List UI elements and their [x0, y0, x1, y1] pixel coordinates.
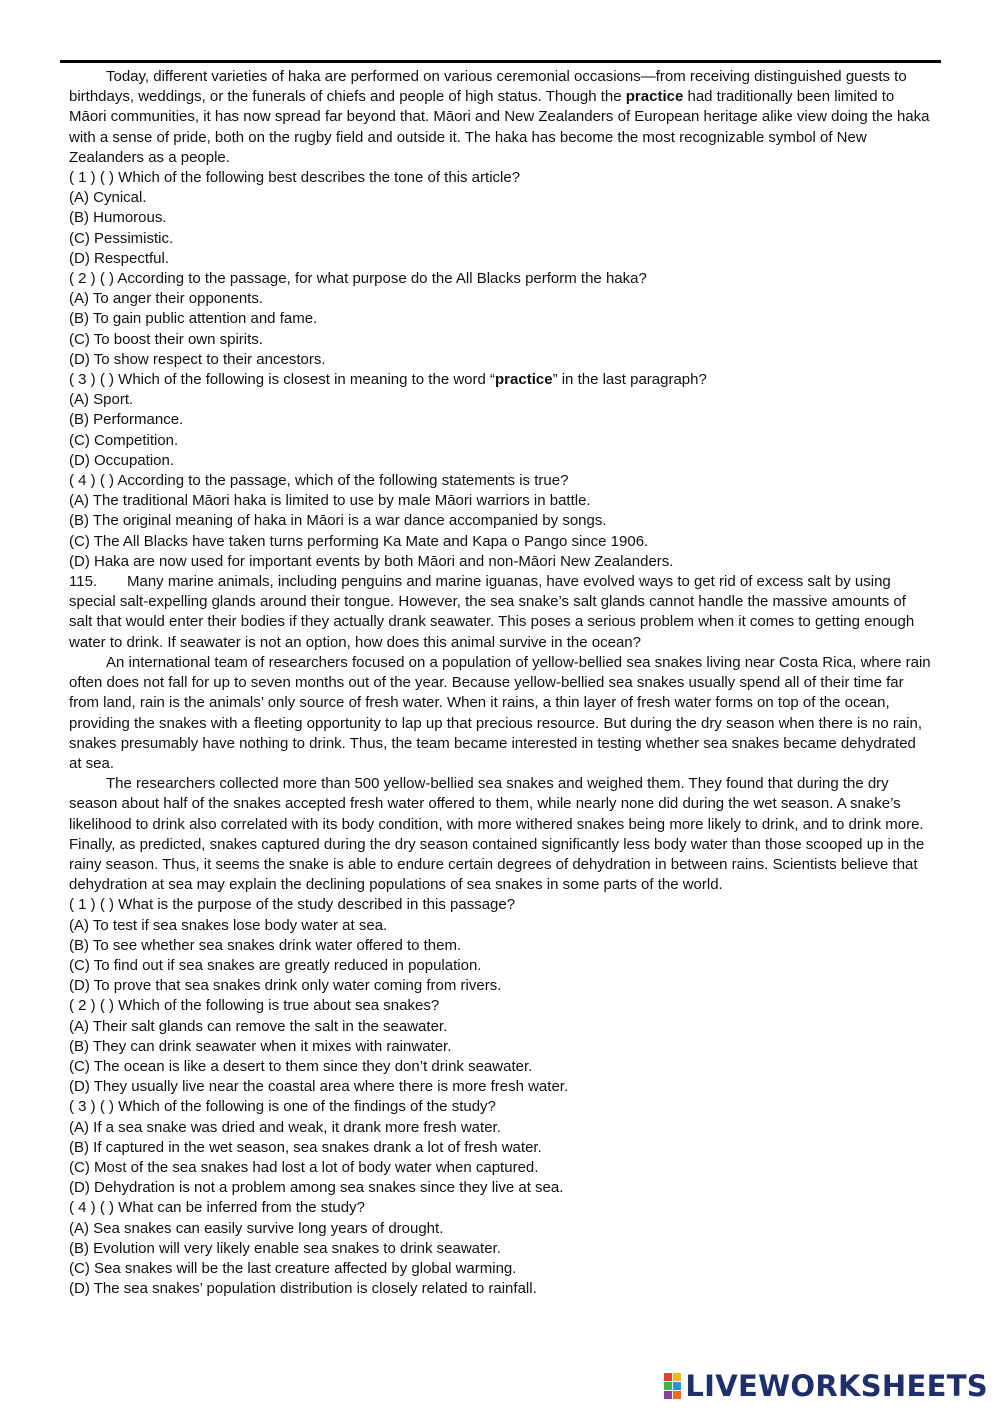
answer-option: (A) Cynical.	[69, 189, 147, 207]
answer-option: (C) Most of the sea snakes had lost a lot of body water when captured.	[69, 1158, 539, 1176]
answer-option: (C) Pessimistic.	[69, 229, 174, 247]
answer-option: (D) To prove that sea snakes drink only water coming from rivers.	[69, 977, 502, 995]
logo-block	[673, 1373, 681, 1381]
answer-option: (C) To find out if sea snakes are greatly reduced in population.	[69, 956, 482, 974]
question-stem-b: ” in the last paragraph?	[552, 371, 707, 389]
question-stem: ( 2 ) ( ) According to the passage, for what purpose do the All Blacks perform the haka?	[69, 270, 647, 288]
logo-block	[673, 1382, 681, 1390]
answer-option: (B) The original meaning of haka in Māori is a war dance accompanied by songs.	[69, 512, 607, 530]
question-stem	[69, 370, 931, 390]
passage2-text-1: Many marine animals, including penguins and marine iguanas, have evolved ways to get rid of excess salt by using special salt-expelling glands around their tongue. However, the sea snake’s salt glands cannot handle the massive amounts of salt that would enter their bodies if they actually drank seawater. This poses a serious problem when it comes to getting enough water to drink. If seawater is not an option, how does this animal survive in the ocean?	[69, 573, 915, 651]
logo-mark-icon	[664, 1373, 681, 1399]
keyword-practice: practice	[625, 88, 684, 106]
question-stem: ( 2 ) ( ) Which of the following is true about sea snakes?	[69, 997, 440, 1015]
question-stem: ( 1 ) ( ) What is the purpose of the study described in this passage?	[69, 896, 516, 914]
passage2-paragraph-2: An international team of researchers focused on a population of yellow-bellied sea snakes living near Costa Rica, where rain often does not fall for up to seven months out of the year. Because yellow-bellied sea snakes usually spend all of their time far from land, rain is the animals’ only source of fresh water. When it rains, a thin layer of fresh water forms on top of the ocean, providing the snakes with a fleeting opportunity to lap up that precious resource. But during the dry season when there is no rain, snakes presumably have nothing to drink. Thus, the team became interested in testing whether sea snakes became dehydrated at sea.	[69, 653, 931, 772]
answer-option: (C) The ocean is like a desert to them since they don’t drink seawater.	[69, 1057, 533, 1075]
answer-option: (D) They usually live near the coastal area where there is more fresh water.	[69, 1078, 569, 1096]
logo-text: LIVEWORKSHEETS	[685, 1369, 988, 1403]
answer-option: (D) Dehydration is not a problem among sea snakes since they live at sea.	[69, 1179, 564, 1197]
answer-option: (D) Occupation.	[69, 451, 175, 469]
answer-option: (A) Sea snakes can easily survive long years of drought.	[69, 1219, 444, 1237]
answer-option: (C) Competition.	[69, 431, 179, 449]
question-group-2	[69, 895, 931, 1299]
question-2-2	[69, 996, 931, 1097]
passage-number: 115.	[69, 573, 98, 591]
logo-block	[664, 1391, 672, 1399]
question-stem: ( 4 ) ( ) According to the passage, which of the following statements is true?	[69, 472, 569, 490]
question-stem: ( 3 ) ( ) Which of the following is one of the findings of the study?	[69, 1098, 496, 1116]
answer-option: (B) To gain public attention and fame.	[69, 310, 318, 328]
passage1-paragraph	[69, 67, 931, 168]
answer-option: (B) To see whether sea snakes drink water offered to them.	[69, 936, 462, 954]
question-stem: ( 1 ) ( ) Which of the following best describes the tone of this article?	[69, 169, 521, 187]
logo-block	[664, 1382, 672, 1390]
worksheet-content	[69, 67, 931, 1299]
question-1-4	[69, 471, 931, 572]
answer-option: (B) If captured in the wet season, sea snakes drank a lot of fresh water.	[69, 1138, 542, 1156]
passage2-paragraph-1	[69, 572, 931, 653]
answer-option: (C) To boost their own spirits.	[69, 330, 263, 348]
answer-option: (D) Haka are now used for important events by both Māori and non-Māori New Zealanders.	[69, 552, 674, 570]
answer-option: (D) Respectful.	[69, 249, 170, 267]
answer-option: (B) Performance.	[69, 411, 184, 429]
question-group-1	[69, 168, 931, 572]
answer-option: (B) They can drink seawater when it mixes with rainwater.	[69, 1037, 452, 1055]
answer-option: (D) The sea snakes’ population distribution is closely related to rainfall.	[69, 1280, 537, 1298]
passage2-paragraph-3: The researchers collected more than 500 yellow-bellied sea snakes and weighed them. They found that during the dry season about half of the snakes accepted fresh water offered to them, while nearly none did during the wet season. A snake’s likelihood to drink also correlated with its body condition, with more withered snakes being more likely to drink, and to drink more. Finally, as predicted, snakes captured during the dry season contained significantly less body water than those scooped up in the rainy season. Thus, it seems the snake is able to endure certain degrees of dehydration in between rains. Scientists believe that dehydration at sea may explain the declining populations of sea snakes in some parts of the world.	[69, 775, 925, 894]
answer-option: (A) Sport.	[69, 391, 134, 409]
answer-option: (B) Evolution will very likely enable sea snakes to drink seawater.	[69, 1239, 501, 1257]
question-1-3	[69, 370, 931, 471]
top-rule	[60, 60, 941, 63]
answer-option: (B) Humorous.	[69, 209, 167, 227]
question-2-4	[69, 1198, 931, 1299]
passage1-text-b: had traditionally been limited to Māori communities, it has now spread far beyond that. Māori and New Zealanders of European heritage alike view doing the haka with a sense of pride, both on the rugby field and outside it. The haka has become the most recognizable symbol of New Zealanders as a people.	[69, 88, 930, 166]
question-2-3	[69, 1097, 931, 1198]
logo-block	[673, 1391, 681, 1399]
answer-option: (C) Sea snakes will be the last creature affected by global warming.	[69, 1259, 517, 1277]
question-1-1	[69, 168, 931, 269]
answer-option: (A) If a sea snake was dried and weak, it drank more fresh water.	[69, 1118, 501, 1136]
question-1-2	[69, 269, 931, 370]
question-2-1	[69, 895, 931, 996]
answer-option: (A) To test if sea snakes lose body water at sea.	[69, 916, 388, 934]
answer-option: (C) The All Blacks have taken turns performing Ka Mate and Kapa o Pango since 1906.	[69, 532, 649, 550]
passage1-text-a: Today, different varieties of haka are performed on various ceremonial occasions—from receiving distinguished guests to birthdays, weddings, or the funerals of chiefs and people of high status. Though the	[69, 68, 907, 106]
answer-option: (D) To show respect to their ancestors.	[69, 350, 326, 368]
logo-block	[664, 1373, 672, 1381]
keyword-practice: practice	[495, 371, 553, 389]
liveworksheets-logo[interactable]	[664, 1368, 988, 1404]
answer-option: (A) To anger their opponents.	[69, 290, 264, 308]
answer-option: (A) The traditional Māori haka is limited to use by male Māori warriors in battle.	[69, 492, 591, 510]
question-stem: ( 4 ) ( ) What can be inferred from the study?	[69, 1199, 365, 1217]
answer-option: (A) Their salt glands can remove the salt in the seawater.	[69, 1017, 448, 1035]
question-stem-a: ( 3 ) ( ) Which of the following is closest in meaning to the word “	[69, 371, 496, 389]
